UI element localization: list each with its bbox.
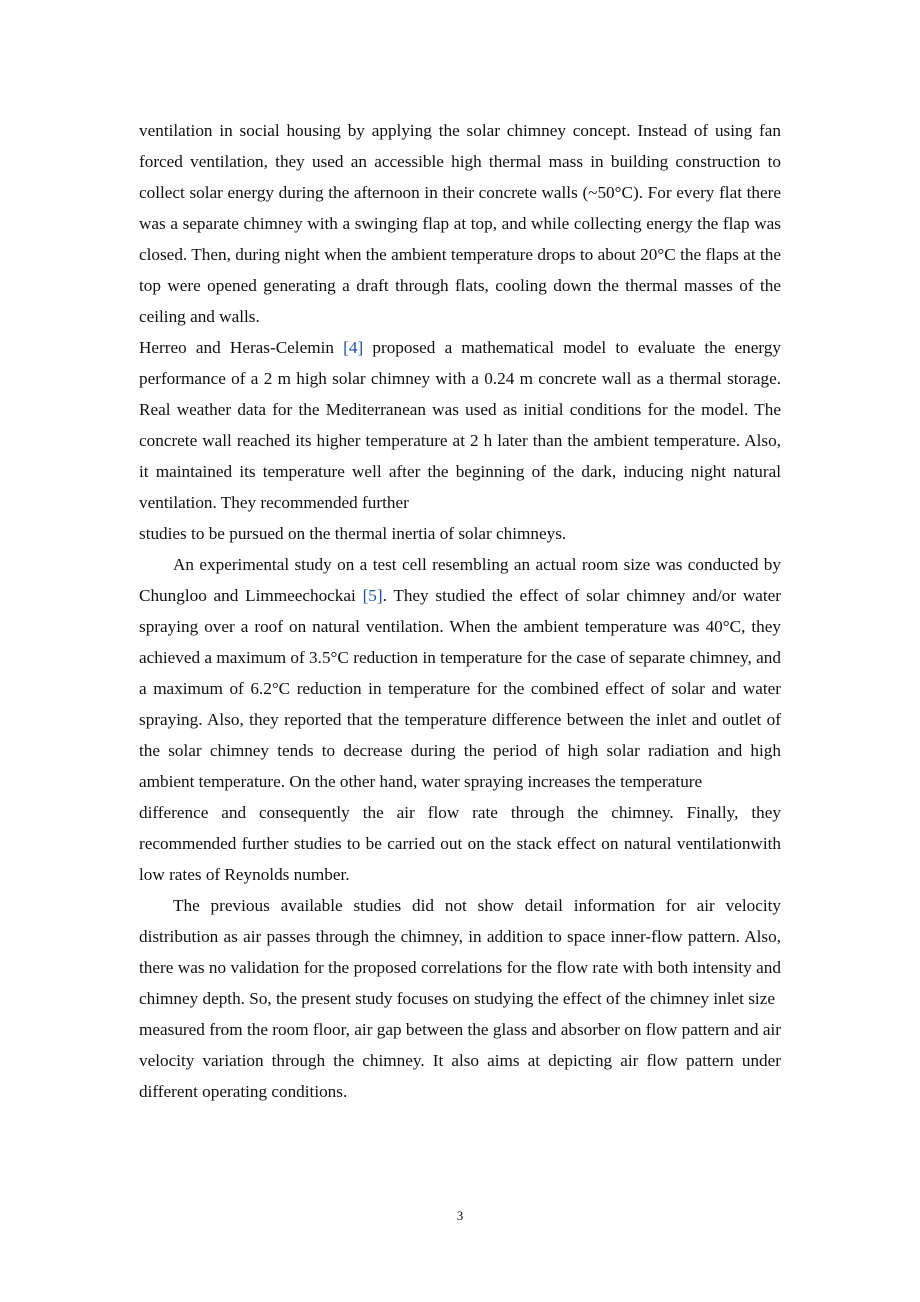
paragraph-2 <box>139 332 781 518</box>
paragraph-4-text-b: . They studied the effect of solar chimney and/or water spraying over a roof on natural ventilation. When the ambient temperature was 40°C, they achieved a maximum of 3.5°C reduction in temperature for the case of separate chimney, and a maximum of 6.2°C reduction in temperature for the combined effect of solar and water spraying. Also, they reported that the temperature difference between the inlet and outlet of the solar chimney tends to decrease during the period of high solar radiation and high ambient temperature. On the other hand, water spraying increases the temperature <box>139 586 781 791</box>
paragraph-1: ventilation in social housing by applying the solar chimney concept. Instead of using fan forced ventilation, they used an accessible high thermal mass in building construction to collect solar energy during the afternoon in their concrete walls (~50°C). For every flat there was a separate chimney with a swinging flap at top, and while collecting energy the flap was closed. Then, during night when the ambient temperature drops to about 20°C the flaps at the top were opened generating a draft through flats, cooling down the thermal masses of the ceiling and walls. <box>139 121 781 326</box>
paragraph-4-text-a: An experimental study on a test cell resembling an actual room size was conducted by Chungloo and Limmeechockai <box>139 555 781 605</box>
body-text <box>139 115 781 1107</box>
page-number: 3 <box>456 1208 464 1223</box>
paragraph-5: difference and consequently the air flow rate through the chimney. Finally, they recommended further studies to be carried out on the stack effect on natural ventilationwith low rates of Reynolds number. <box>139 803 781 884</box>
citation-link-4[interactable]: [4] <box>343 338 364 357</box>
paragraph-6: The previous available studies did not show detail information for air velocity distribution as air passes through the chimney, in addition to space inner-flow pattern. Also, there was no validation for the proposed correlations for the flow rate with both intensity and chimney depth. So, the present study focuses on studying the effect of the chimney inlet size <box>139 896 781 1008</box>
paragraph-4 <box>139 549 781 797</box>
citation-link-5[interactable]: [5] <box>362 586 383 605</box>
paragraph-7: measured from the room floor, air gap between the glass and absorber on flow pattern and air velocity variation through the chimney. It also aims at depicting air flow pattern under different operating conditions. <box>139 1020 781 1101</box>
paragraph-2-text-b: proposed a mathematical model to evaluate the energy performance of a 2 m high solar chimney with a 0.24 m concrete wall as a thermal storage. Real weather data for the Mediterranean was used as initial conditions for the model. The concrete wall reached its higher temperature at 2 h later than the ambient temperature. Also, it maintained its temperature well after the beginning of the dark, inducing night natural ventilation. They recommended further <box>139 338 781 512</box>
paragraph-3: studies to be pursued on the thermal inertia of solar chimneys. <box>139 524 567 543</box>
paragraph-2-text-a: Herreo and Heras-Celemin <box>139 338 344 357</box>
